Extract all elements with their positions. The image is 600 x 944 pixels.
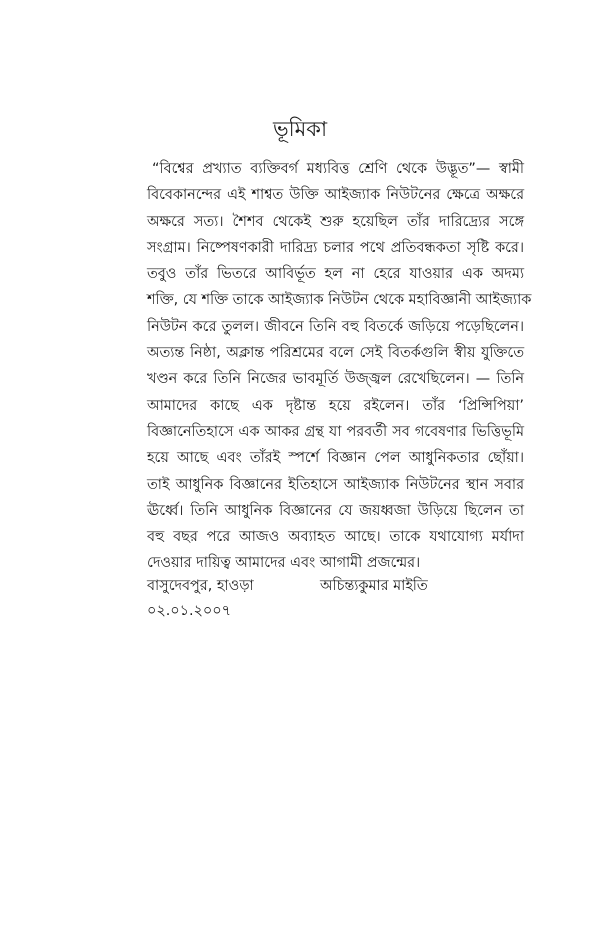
paragraph-line: “বিশ্বের প্রখ্যাত ব্যক্তিবর্গ মধ্যবিত্ত শ্রেণি থেকে উদ্ভূত”— স্বামী — [152, 161, 524, 177]
paragraph-line: অক্ষরে সত্য। শৈশব থেকেই শুরু হয়েছিল তাঁর দারিদ্র্যের সঙ্গে — [147, 213, 524, 230]
paragraph-line: সংগ্রাম। নিষ্পেষণকারী দারিদ্র্য চলার পথে প্রতিবন্ধকতা সৃষ্টি করে। — [147, 239, 524, 256]
paragraph-line: শক্তি, যে শক্তি তাকে আইজ্যাক নিউটন থেকে মহাবিজ্ঞানী আইজ্যাক — [147, 292, 532, 309]
page-title: ভূমিকা — [272, 117, 328, 141]
signature-author: অচিন্ত্যকুমার মাইতি — [320, 578, 428, 594]
preface-paragraph — [147, 156, 532, 577]
signature-date: ০২.০১.২০০৭ — [147, 603, 231, 619]
paragraph-line: আমাদের কাছে এক দৃষ্টান্ত হয়ে রইলেন। তাঁর ‘প্রিন্সিপিয়া’ — [147, 397, 524, 414]
paragraph-line: তাই আধুনিক বিজ্ঞানের ইতিহাসে আইজ্যাক নিউটনের স্থান সবার — [147, 476, 524, 493]
paragraph-line: তবুও তাঁর ভিতরে আবির্ভূত হল না হেরে যাওয়ার এক অদম্য — [147, 266, 524, 283]
paragraph-line: ঊর্ধ্বে। তিনি আধুনিক বিজ্ঞানের যে জয়ধ্বজা উড়িয়ে ছিলেন তা — [147, 502, 524, 519]
paragraph-line: দেওয়ার দায়িত্ব আমাদের এবং আগামী প্রজন্মের। — [147, 555, 421, 572]
signature-place: বাসুদেবপুর, হাওড়া — [147, 578, 254, 594]
paragraph-line: হয়ে আছে এবং তাঁরই স্পর্শে বিজ্ঞান পেল আধুনিকতার ছোঁয়া। — [147, 450, 524, 467]
paragraph-line: বিবেকানন্দের এই শাশ্বত উক্তি আইজ্যাক নিউটনের ক্ষেত্রে অক্ষরে — [147, 187, 524, 204]
paragraph-line: বিজ্ঞানেতিহাসে এক আকর গ্রন্থ যা পরবর্তী সব গবেষণার ভিত্তিভূমি — [147, 423, 524, 440]
paragraph-line: অত্যন্ত নিষ্ঠা, অক্লান্ত পরিশ্রমের বলে সেই বিতর্কগুলি স্বীয় যুক্তিতে — [147, 345, 524, 362]
paragraph-line: বহু বছর পরে আজও অব্যাহত আছে। তাকে যথাযোগ্য মর্যাদা — [147, 529, 524, 546]
paragraph-line: খণ্ডন করে তিনি নিজের ভাবমূর্তি উজ্জ্বল রেখেছিলেন। — তিনি — [147, 371, 524, 388]
paragraph-line: নিউটন করে তুলল। জীবনে তিনি বহু বিতর্কে জড়িয়ে পড়েছিলেন। — [147, 318, 524, 335]
